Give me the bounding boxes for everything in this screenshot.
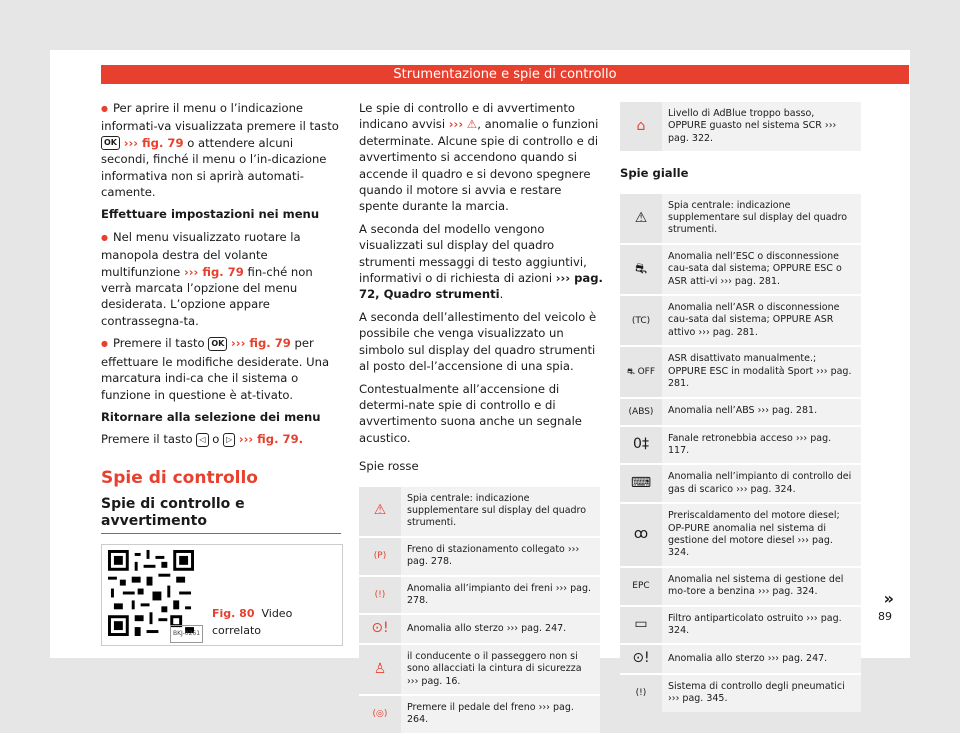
warning-lamp-icon: (!) (374, 589, 386, 600)
figure-caption: Fig. 80 Video correlato (212, 607, 293, 637)
warning-description: Spia centrale: indicazione supplementare sul display del quadro strumenti. (662, 193, 861, 244)
page-reference[interactable]: ››› pag. 72, Quadro strumenti (359, 271, 603, 302)
warning-row (359, 695, 600, 733)
warning-row (620, 644, 861, 673)
warning-description: Anomalia nel sistema di gestione del mo-tore a benzina ››› pag. 324. (662, 567, 861, 606)
warning-row (620, 567, 861, 606)
warning-description: Premere il pedale del freno ››› pag. 264. (401, 695, 600, 733)
back-key-icon: ◁ (196, 433, 208, 447)
warning-lamp-icon: ⊙! (632, 650, 650, 667)
warning-row (359, 486, 600, 537)
subheading: Effettuare impostazioni nei menu (101, 207, 320, 222)
warning-lamp-icon: ⌨ (630, 475, 652, 492)
warning-description: Anomalia nell’ESC o disconnessione cau-sata dal sistema; OPPURE ESC o ASR atti-vi ››› pag. 281. (662, 244, 861, 295)
warning-description: Preriscaldamento del motore diesel; OP-PURE anomalia nel sistema di gestione del motore diesel ››› pag. 324. (662, 503, 861, 567)
warning-description: Anomalia all’impianto dei freni ››› pag. 278. (401, 576, 600, 615)
page-number: 89 (878, 610, 892, 623)
warning-row (620, 606, 861, 645)
warning-lamp-icon: (TC) (631, 315, 651, 326)
adblue-table (620, 100, 861, 151)
fig-reference[interactable]: ››› fig. 79. (238, 432, 304, 447)
warning-description: Freno di stazionamento collegato ››› pag. 278. (401, 537, 600, 576)
warning-lamp-icon: ⌂ (636, 117, 646, 134)
warning-triangle-icon: ⚠ (466, 117, 478, 132)
yellow-warning-table (620, 192, 861, 712)
warning-row (620, 295, 861, 346)
red-warning-table (359, 485, 600, 733)
forward-key-icon: ▷ (223, 433, 235, 447)
warning-lamp-icon: (◎) (372, 709, 388, 720)
warning-lamp-icon: EPC (632, 581, 650, 592)
warning-row (620, 193, 861, 244)
warning-description: Filtro antiparticolato ostruito ››› pag. 324. (662, 606, 861, 645)
fig-reference[interactable]: ››› fig. 79 (231, 336, 291, 351)
warning-description: Anomalia nell’impianto di controllo dei gas di scarico ››› pag. 324. (662, 464, 861, 503)
warning-row (359, 576, 600, 615)
warning-lamp-icon: ⛐ (634, 260, 648, 277)
qr-code-icon[interactable] (108, 550, 194, 636)
warning-description: Anomalia allo sterzo ››› pag. 247. (401, 614, 600, 643)
warning-lamp-icon: ⊙! (371, 620, 389, 637)
section-yellow: Spie gialle (620, 166, 689, 181)
warning-row (620, 464, 861, 503)
warning-lamp-icon: ♙ (373, 660, 387, 677)
warning-lamp-icon: ⚠ (634, 209, 648, 226)
right-column (620, 100, 865, 712)
warning-description: Anomalia allo sterzo ››› pag. 247. (662, 644, 861, 673)
warning-row (620, 346, 861, 397)
warning-row (620, 398, 861, 426)
warning-lamp-icon: (!) (635, 688, 647, 699)
warning-lamp-icon: ▭ (634, 616, 648, 633)
section-subtitle: Spie di controllo e avvertimento (101, 496, 341, 534)
warning-row (359, 614, 600, 643)
warning-lamp-icon: ⛐ OFF (626, 366, 656, 377)
instruction-text: Per aprire il menu o l’indicazione informati-va visualizzata premere il tasto (101, 101, 339, 134)
warning-description: Fanale retronebbia acceso ››› pag. 117. (662, 426, 861, 465)
page-header: Strumentazione e spie di controllo (101, 65, 909, 84)
warning-description: Anomalia nell’ASR o disconnessione cau-sata dal sistema; OPPURE ASR attivo ››› pag. 281. (662, 295, 861, 346)
section-title: Spie di controllo (101, 467, 258, 488)
warning-row (620, 426, 861, 465)
warning-lamp-icon: ꝏ (633, 526, 649, 543)
warning-description: ASR disattivato manualmente.; OPPURE ESC in modalità Sport ››› pag. 281. (662, 346, 861, 397)
section-red: Spie rosse (359, 459, 419, 474)
warning-description: il conducente o il passeggero non si sono allacciati la cintura di sicurezza ››› pag. 16. (401, 644, 600, 695)
warning-row (359, 537, 600, 576)
warning-row (359, 644, 600, 695)
warning-row (620, 674, 861, 712)
subheading: Ritornare alla selezione dei menu (101, 409, 321, 424)
warning-lamp-icon: 0‡ (633, 436, 649, 453)
warning-row (620, 244, 861, 295)
ok-key-icon: OK (101, 136, 120, 150)
warning-description: Livello di AdBlue troppo basso, OPPURE guasto nel sistema SCR ››› pag. 322. (662, 101, 861, 151)
warning-reference[interactable]: ››› (448, 117, 464, 132)
manual-page (50, 50, 910, 726)
warning-row (620, 101, 861, 151)
figure-code: BKJ-0261 (170, 625, 203, 643)
figure-80 (101, 544, 343, 646)
fig-reference[interactable]: ››› fig. 79 (123, 135, 184, 150)
middle-column: Le spie di controllo e di avvertimento indicano avvisi ››› ⚠, anomalie o funzioni determinate. Alcune spie di controllo e di avvertimento si accendono quando si accende il quadro e si devono spegnere quando il motore si avvia e restare spente durante la marcia. A seconda del modello vengono visualizzati sul display del quadro strumenti messaggi di testo aggiuntivi, informativi o di richiesta di azioni ››› pag. 72, Quadro strumenti. A seconda dell’allestimento del veicolo è possibile che venga visualizzato un simbolo sul display del quadro strumenti al posto del-l’accensione di una spia. Contestualmente all’accensione di determi-nate spie di controllo e di avvertimento suona anche un segnale acustico. Spie rosse ⚠ Spia centrale: indicazione supplementare sul display del quadro strumenti. (P) Freno di stazionamento collegato ››› pag. 278. (!) Anomalia all’impianto dei freni ››› pag. 278. ⊙! Anomalia allo sterzo ››› pag. 247. ♙ il conducente o il passeggero non si sono allacciati la cintura di sicurezza ››› pag. 16. (◎) Premere il pedale del freno ››› pag. 264. (359, 100, 604, 733)
continue-mark: » (883, 589, 894, 608)
warning-row (620, 503, 861, 567)
warning-lamp-icon: (P) (373, 551, 387, 562)
ok-key-icon: OK (208, 337, 227, 351)
warning-description: Anomalia nell’ABS ››› pag. 281. (662, 398, 861, 426)
left-column: ● Per aprire il menu o l’indicazione informati-va visualizzata premere il tasto OK ››› fig. 79 o attendere alcuni secondi, finché il menu o l’in-dicazione informativa non si aprirà automati-camente. Effettuare impostazioni nei menu ● Nel menu visualizzato ruotare la manopola destra del volante multifunzione ››› fig. 79 fin-ché non verrà marcata l’opzione del menu desiderata. L’opzione appare contrassegna-ta. ● Premere il tasto OK ››› fig. 79 per effettuare le modifiche desiderate. Una marcatura indi-ca che il sistema o funzione in questione è at-tivato. Ritornare alla selezione dei menu Premere il tasto ◁ o ▷ ››› fig. 79. Spie di controllo Spie di controllo e avvertimento BKJ-0261 Fig. 80 Video correlato (101, 100, 341, 646)
warning-description: Sistema di controllo degli pneumatici ››› pag. 345. (662, 674, 861, 712)
warning-lamp-icon: ⚠ (373, 502, 387, 519)
warning-description: Spia centrale: indicazione supplementare sul display del quadro strumenti. (401, 486, 600, 537)
fig-reference[interactable]: ››› fig. 79 (183, 264, 244, 279)
warning-lamp-icon: (ABS) (628, 406, 654, 417)
